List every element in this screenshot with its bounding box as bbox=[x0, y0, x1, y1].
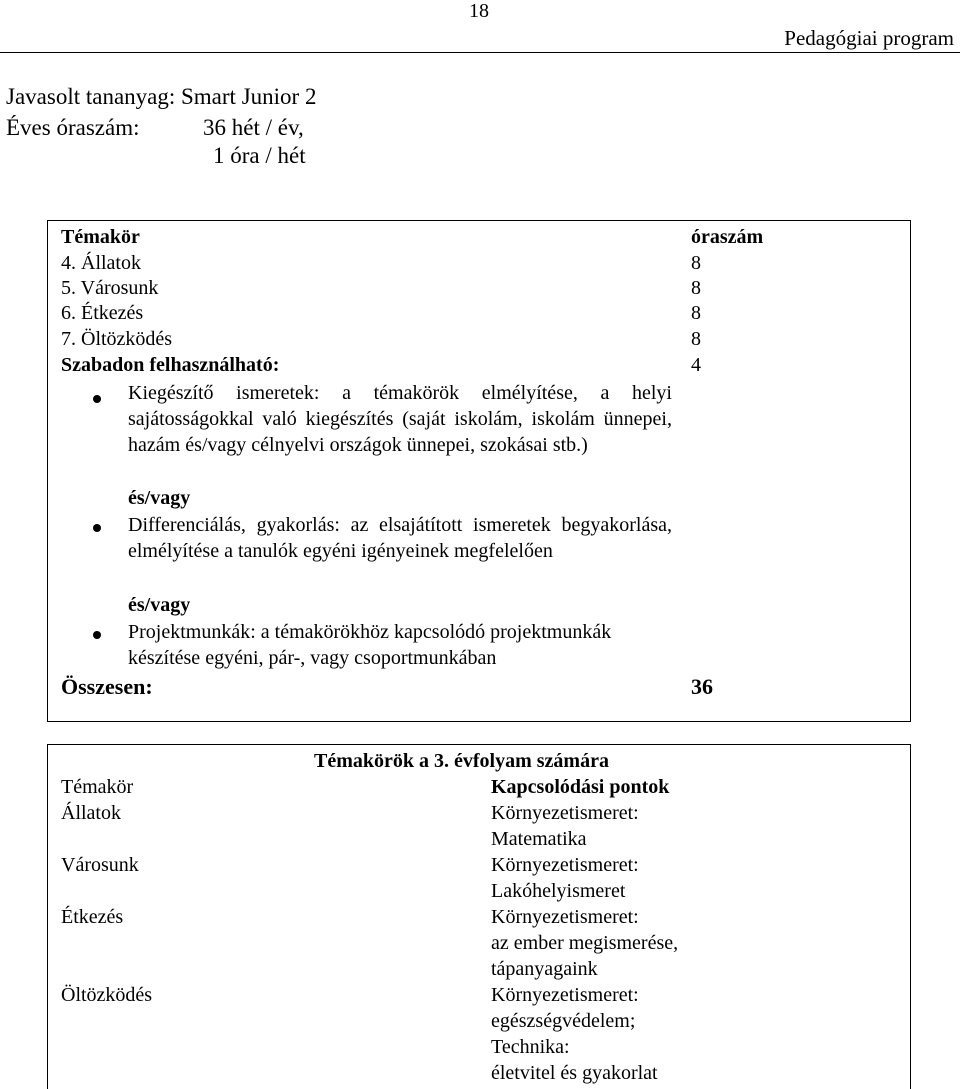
header-divider bbox=[0, 52, 960, 53]
link-cell-line: Környezetismeret: bbox=[491, 906, 639, 928]
link-cell-line: tápanyagaink bbox=[491, 958, 598, 980]
topic-cell: Városunk bbox=[61, 854, 139, 876]
bullet-item-supplementary: Kiegészítő ismeretek: a témakörök elmélyítése, a helyi sajátosságokkal való kiegészítés (saját iskolám, iskolám ünnepei, hazám és/vagy célnyelvi országok ünnepei, szokásai stb.) bbox=[128, 382, 672, 456]
link-cell-line: Környezetismeret: bbox=[491, 802, 639, 824]
hours-row-hours: 8 bbox=[691, 302, 701, 324]
bullet-item-projects: Projektmunkák: a témakörökhöz kapcsolódó projektmunkák készítése egyéni, pár-, vagy csoportmunkában bbox=[128, 621, 612, 669]
link-cell-line: egészségvédelem; bbox=[491, 1010, 636, 1032]
hours-row-topic: 6. Étkezés bbox=[61, 302, 144, 324]
free-hours-value: 4 bbox=[691, 354, 701, 376]
hours-row-topic: 4. Állatok bbox=[61, 252, 141, 274]
topics-table-title: Témakörök a 3. évfolyam számára bbox=[314, 750, 609, 772]
bullet-item-differentiation: Differenciálás, gyakorlás: az elsajátított ismeretek begyakorlása, elmélyítése a tanulók egyéni igényeinek megfelelően bbox=[128, 514, 672, 562]
page-number: 18 bbox=[469, 0, 489, 22]
hours-row-hours: 8 bbox=[691, 277, 701, 299]
annual-hours-value: 36 hét / év, bbox=[203, 115, 304, 140]
hours-row-topic: 7. Öltözködés bbox=[61, 328, 173, 350]
link-cell-line: életvitel és gyakorlat bbox=[491, 1062, 658, 1084]
suggested-material: Javasolt tananyag: Smart Junior 2 bbox=[6, 84, 317, 109]
total-value: 36 bbox=[691, 674, 713, 699]
bullet-icon bbox=[93, 395, 101, 403]
link-cell-line: Lakóhelyismeret bbox=[491, 880, 626, 902]
total-label: Összesen: bbox=[61, 674, 153, 699]
topics-table-header-links: Kapcsolódási pontok bbox=[491, 776, 670, 798]
bullet-icon bbox=[93, 524, 101, 532]
bullet-icon bbox=[93, 631, 101, 639]
topic-cell: Étkezés bbox=[61, 906, 124, 928]
annual-hours-line bbox=[6, 113, 304, 142]
topic-cell: Állatok bbox=[61, 802, 121, 824]
link-cell-line: Matematika bbox=[491, 828, 587, 850]
document-title: Pedagógiai program bbox=[784, 26, 954, 50]
link-cell-line: Környezetismeret: bbox=[491, 854, 639, 876]
link-cell-line: Környezetismeret: bbox=[491, 984, 639, 1006]
connector-text: és/vagy bbox=[128, 594, 191, 616]
connector-text: és/vagy bbox=[128, 487, 191, 509]
hours-table-header-hours: óraszám bbox=[691, 226, 764, 248]
topics-table-header-topic: Témakör bbox=[61, 776, 134, 798]
free-hours-label: Szabadon felhasználható: bbox=[61, 354, 280, 376]
topic-cell: Öltözködés bbox=[61, 984, 153, 1006]
link-cell-line: Technika: bbox=[491, 1036, 570, 1058]
weekly-hours: 1 óra / hét bbox=[213, 143, 306, 168]
hours-table-header-topic: Témakör bbox=[61, 226, 140, 248]
hours-row-hours: 8 bbox=[691, 252, 701, 274]
hours-row-hours: 8 bbox=[691, 328, 701, 350]
hours-row-topic: 5. Városunk bbox=[61, 277, 159, 299]
link-cell-line: az ember megismerése, bbox=[491, 932, 679, 954]
annual-hours-label: Éves óraszám: bbox=[6, 115, 140, 140]
topics-table bbox=[47, 744, 911, 1089]
